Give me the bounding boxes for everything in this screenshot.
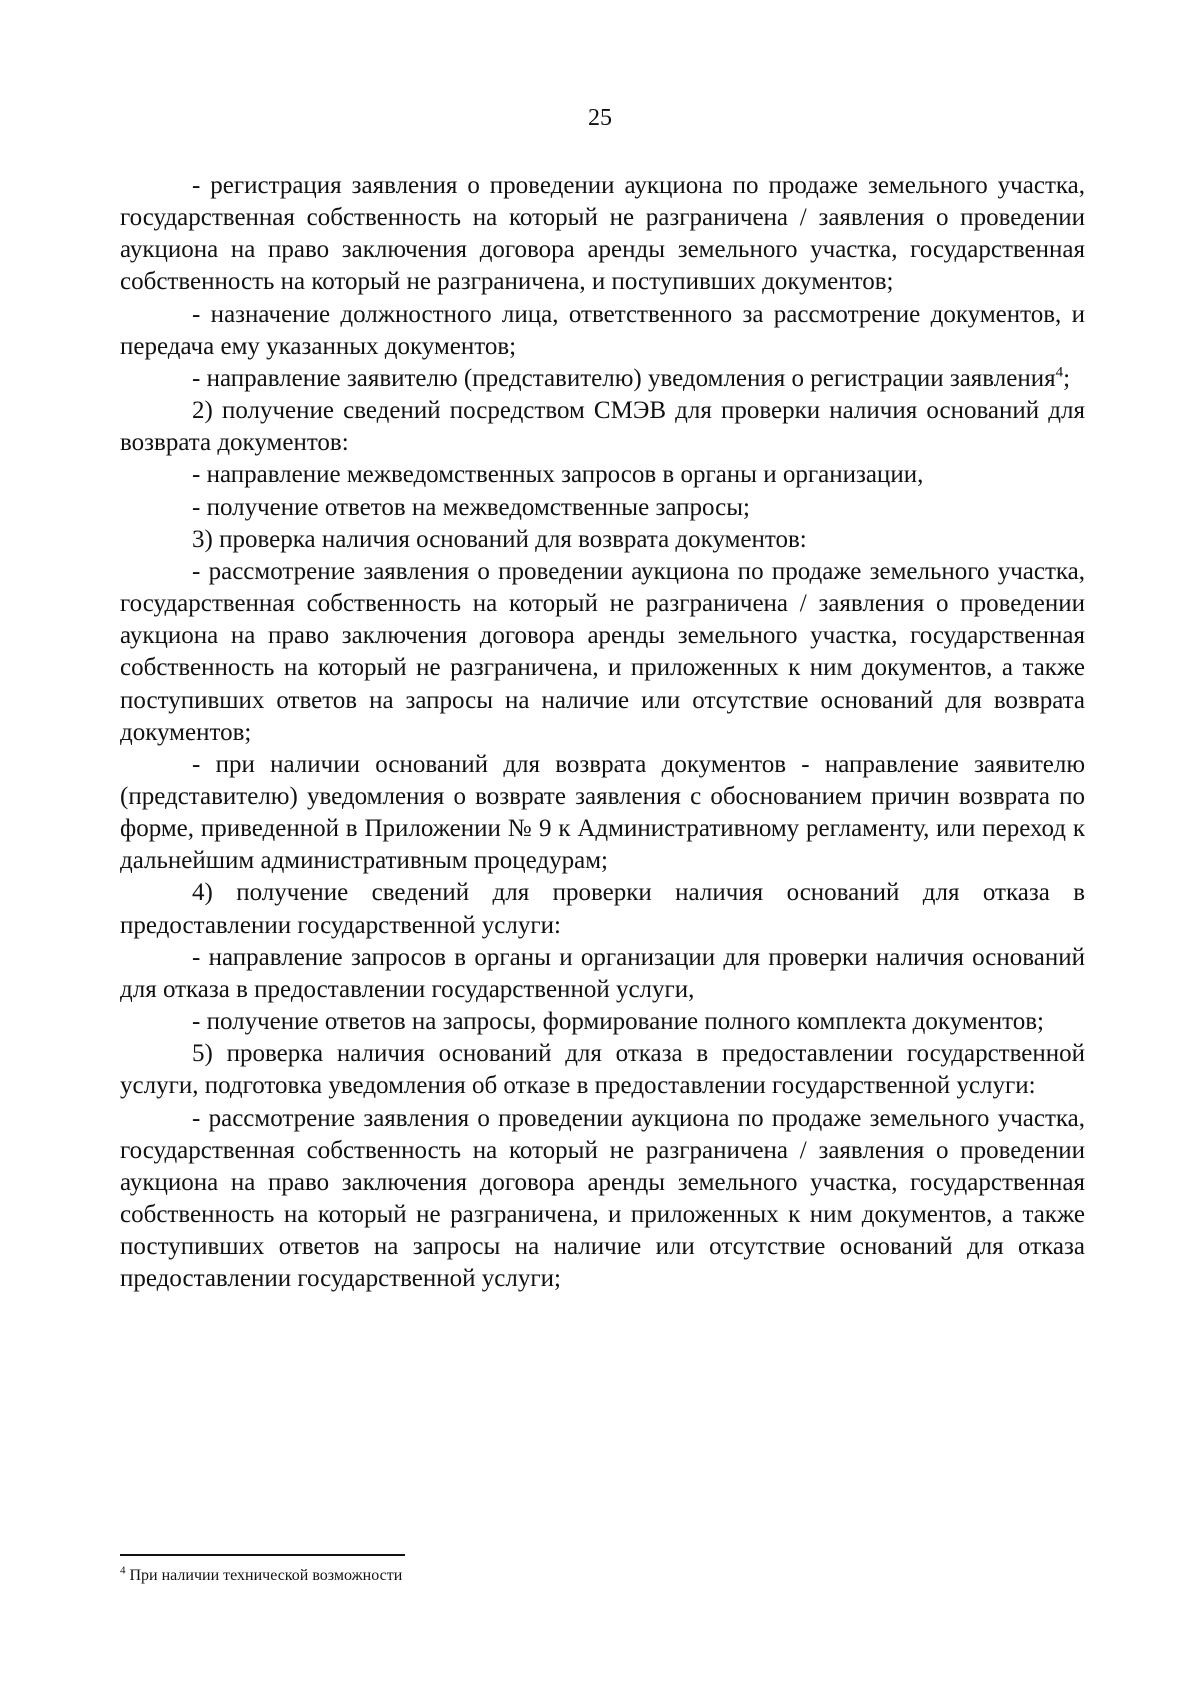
paragraph-notify-applicant-end: ; bbox=[1063, 364, 1071, 392]
paragraph-step-5: 5) проверка наличия оснований для отказа в предоставлении государственной услуги, подготовка уведомления об отказе в предоставлении государственной услуги: bbox=[120, 1040, 1085, 1100]
paragraph-registration: - регистрация заявления о проведении аукциона по продаже земельного участка, государственная собственность на который не разграничена / заявления о проведении аукциона на право заключения договора аренды земельного участка, государственная собственность на который не разграничена, и поступивших документов; bbox=[120, 172, 1085, 296]
paragraph-review-refusal: - рассмотрение заявления о проведении аукциона по продаже земельного участка, государственная собственность на который не разграничена / заявления о проведении аукциона на право заключения договора аренды земельного участка, государственная собственность на который не разграничена, и приложенных к ним документов, а также поступивших ответов на запросы на наличие или отсутствие оснований для отказа предоставлении государственной услуги; bbox=[120, 1104, 1085, 1293]
paragraph-notify-applicant bbox=[120, 363, 1085, 395]
paragraph-step-2: 2) получение сведений посредством СМЭВ для проверки наличия оснований для возврата документов: bbox=[120, 397, 1085, 457]
paragraph-review-return: - рассмотрение заявления о проведении аукциона по продаже земельного участка, государственная собственность на который не разграничена / заявления о проведении аукциона на право заключения договора аренды земельного участка, государственная собственность на который не разграничена, и приложенных к ним документов, а также поступивших ответов на запросы на наличие или отсутствие оснований для возврата документов; bbox=[120, 557, 1085, 746]
paragraph-step-4: 4) получение сведений для проверки наличия оснований для отказа в предоставлении государственной услуги: bbox=[120, 879, 1085, 939]
footnote-divider bbox=[120, 1554, 405, 1556]
paragraph-interagency-responses: - получение ответов на межведомственные запросы; bbox=[192, 493, 750, 521]
paragraph-notify-applicant-text: - направление заявителю (представителю) уведомления о регистрации заявления bbox=[192, 364, 1056, 392]
document-body bbox=[120, 170, 1085, 1295]
footnote-text: При наличии технической возможности bbox=[129, 1567, 403, 1584]
paragraph-refusal-responses: - получение ответов на запросы, формирование полного комплекта документов; bbox=[192, 1008, 1045, 1036]
paragraph-refusal-requests: - направление запросов в органы и организации для проверки наличия оснований для отказа в предоставлении государственной услуги, bbox=[120, 943, 1085, 1003]
paragraph-step-3: 3) проверка наличия оснований для возврата документов: bbox=[192, 525, 807, 553]
paragraph-return-notice: - при наличии оснований для возврата документов - направление заявителю (представителю) уведомления о возврате заявления с обоснованием причин возврата по форме, приведенной в Приложении № 9 к Административному регламенту, или переход к дальнейшим административным процедурам; bbox=[120, 750, 1085, 875]
paragraph-interagency-requests: - направление межведомственных запросов в органы и организации, bbox=[192, 461, 924, 489]
page-number: 25 bbox=[588, 105, 612, 131]
footnote-reference: 4 bbox=[1055, 364, 1064, 381]
footnote bbox=[120, 1566, 1020, 1586]
footnote-mark: 4 bbox=[120, 1564, 126, 1577]
paragraph-assign-official: - назначение должностного лица, ответственного за рассмотрение документов, и передача ему указанных документов; bbox=[120, 300, 1085, 360]
